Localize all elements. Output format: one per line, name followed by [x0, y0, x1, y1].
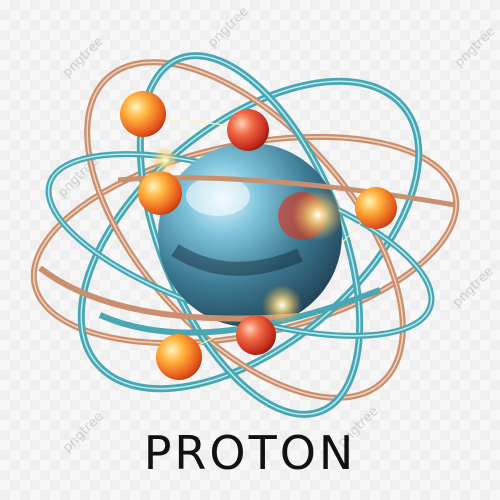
- watermark: pngtree: [450, 264, 497, 311]
- light-flare: [151, 146, 179, 174]
- watermark: pngtree: [452, 24, 499, 71]
- watermark: pngtree: [55, 154, 102, 201]
- particle-sphere: [156, 334, 202, 380]
- watermark: pngtree: [205, 4, 252, 51]
- watermark: pngtree: [60, 34, 107, 81]
- particle-sphere: [138, 171, 182, 215]
- watermark: pngtree: [60, 409, 107, 456]
- particle-sphere: [355, 187, 397, 229]
- caption-title: PROTON: [143, 426, 357, 480]
- watermark: pngtree: [335, 404, 382, 451]
- light-flare: [292, 189, 344, 241]
- particle-sphere: [227, 109, 269, 151]
- particle-sphere: [120, 91, 166, 137]
- light-flare: [262, 285, 302, 325]
- nucleus-highlight: [186, 176, 250, 216]
